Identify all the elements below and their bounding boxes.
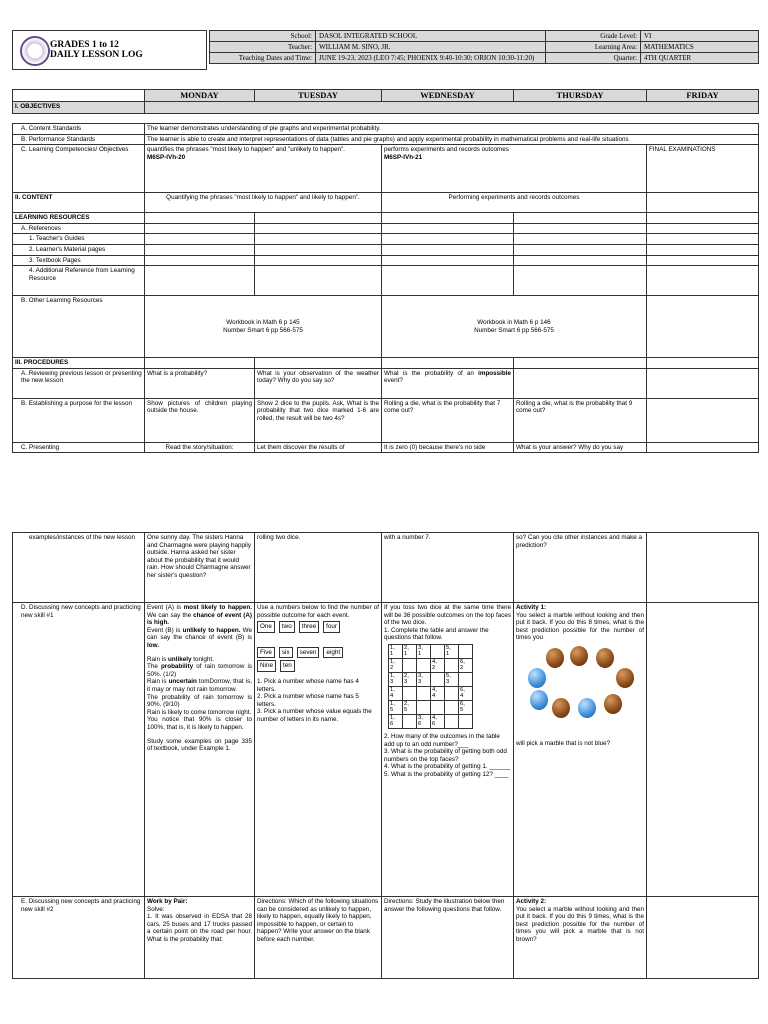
other-resources-wed-thu: Workbook in Math 6 p 146 Number Smart 6 pp 566-575 (382, 296, 647, 358)
number-words-row-3: Nine ten (257, 660, 379, 672)
school-value: DASOL INTEGRATED SCHOOL (316, 31, 546, 42)
references-label: A. References (13, 223, 145, 234)
dice-cell (445, 700, 459, 714)
proc-e-label: E. Discussing new concepts and practicing new skill #2 (13, 897, 145, 979)
day-thursday: THURSDAY (514, 90, 647, 102)
dice-cell: 5, 1 (445, 644, 459, 658)
number-words-row-1: One two three four (257, 621, 379, 633)
dice-cell (445, 686, 459, 700)
dice-cell: 1, 3 (389, 672, 403, 686)
dice-cell: 1, 5 (389, 700, 403, 714)
textbook-pages-label: 3. Textbook Pages (13, 255, 145, 266)
proc-a-tue: What is your observation of the weather today? Why do you say so? (255, 368, 382, 398)
dice-cell (403, 686, 417, 700)
proc-c-label: C. Presenting (13, 442, 145, 453)
performance-standards-label: B. Performance Standards (13, 134, 145, 145)
dice-cell: 3, 6 (417, 714, 431, 728)
other-resources-mon-tue: Workbook in Math 6 p 145 Number Smart 6 pp 566-575 (145, 296, 382, 358)
number-words-row-2: Five six seven eight (257, 647, 379, 659)
dice-cell: 2, 3 (403, 672, 417, 686)
dice-cell (459, 672, 473, 686)
area-value: MATHEMATICS (641, 42, 759, 53)
dice-cell: 4, 2 (431, 658, 445, 672)
dice-cell (417, 658, 431, 672)
learners-materials-label: 2. Learner's Material pages (13, 244, 145, 255)
dice-cell (431, 644, 445, 658)
proc-a-label: A. Reviewing previous lesson or presenting the new lesson (13, 368, 145, 398)
code-m6sp-21: M6SP-IVh-21 (384, 153, 423, 161)
procedures-heading: III. PROCEDURES (13, 358, 145, 369)
dice-cell (417, 686, 431, 700)
quarter-value: 4TH QUARTER (641, 53, 759, 64)
day-monday: MONDAY (145, 90, 255, 102)
competencies-label: C. Learning Competencies/ Objectives (13, 145, 145, 193)
dice-cell: 4, 6 (431, 714, 445, 728)
content-standards-label: A. Content Standards (13, 124, 145, 135)
dice-cell: 1, 4 (389, 686, 403, 700)
dice-cell: 6, 5 (459, 700, 473, 714)
content-standards: The learner demonstrates understanding of pie graphs and experimental probability. (145, 124, 759, 135)
dice-cell: 3, 1 (417, 644, 431, 658)
activity-1-title: Activity 1: (516, 604, 547, 611)
proc-c-tue: Let them discover the results of (255, 442, 382, 453)
dice-cell (459, 714, 473, 728)
proc-c-wed: It is zero (0) because there's no side (382, 442, 514, 453)
dice-cell: 4, 4 (431, 686, 445, 700)
logo-title-box (12, 30, 207, 70)
proc-d-label: D. Discussing new concepts and practicing new skill #1 (13, 603, 145, 897)
proc-c-label-cont: examples/instances of the new lesson (13, 533, 145, 603)
proc-c-mon: Read the story/situation: (145, 442, 255, 453)
code-m6sp-20: M6SP-IVh-20 (147, 153, 186, 161)
dice-cell (459, 644, 473, 658)
teacher-value: WILLIAM M. SINO, JR. (316, 42, 546, 53)
proc-e-wed: Directions: Study the illustration below then answer the following questions that follow. (382, 897, 514, 979)
proc-b-wed: Rolling a die, what is the probability that 7 come out? (382, 398, 514, 442)
dates-value: JUNE 19-23, 2023 (LEO 7:45; PHOENIX 9:40-10:30; ORION 10:30-11:20) (316, 53, 546, 64)
proc-c-mon-story: One sunny day. The sisters Hanna and Charmagne were playing happily outside. Hanna asked her sister about the probability that it would rain. How should Charmagne answer her sister's question? (145, 533, 255, 603)
content-mon-tue: Quantifying the phrases "most likely to happen" and likely to happen". (145, 193, 382, 213)
content-heading: II. CONTENT (13, 193, 145, 213)
blue-marble-icon (578, 698, 596, 718)
dice-cell (403, 714, 417, 728)
title-line-1: GRADES 1 to 12 (50, 40, 119, 50)
day-tuesday: TUESDAY (255, 90, 382, 102)
teachers-guides-label: 1. Teacher's Guides (13, 234, 145, 245)
brown-marble-icon (552, 698, 570, 718)
blue-marble-icon (530, 690, 548, 710)
dice-cell: 5, 3 (445, 672, 459, 686)
proc-c-tue-cont: rolling two dice. (255, 533, 382, 603)
dice-cell: 6, 2 (459, 658, 473, 672)
dice-cell: 1, 1 (389, 644, 403, 658)
lesson-table-page-2 (12, 532, 759, 979)
proc-d-mon: Event (A) is most likely to happen. We can say the chance of event (A) is high. Event (B) is unlikely to happen. We can say the chance of event (B) is low. Rain is unlikely tonight. The probability of rain tomorrow is 50%. (1/2) Rain is uncertain tomDorrow, that is, it may or may not rain tomorrow. The probability of rain tomorrow is 90%. (9/10) Rain is likely to come tomorrow night. You notice that 90% is closer to 100%, that is, it is likely to happen. Study some examples on page 335 of textbook, under Example 1. (145, 603, 255, 897)
marbles-image (524, 646, 634, 726)
grade-label: Grade Level: (546, 31, 641, 42)
blue-marble-icon (528, 668, 546, 688)
page-1 (0, 0, 768, 470)
resources-heading: LEARNING RESOURCES (13, 213, 145, 224)
proc-e-tue: Directions: Which of the following situations can be considered as unlikely to happen, likely to happen, equally likely to happen, impossible to happen, or certain to happen? Write your answer on the blank before each number. (255, 897, 382, 979)
dice-cell (431, 700, 445, 714)
proc-b-tue: Show 2 dice to the pupils. Ask, What is the probability that two dice marked 1-6 are rolled, the result will be two 4s? (255, 398, 382, 442)
area-label: Learning Area: (546, 42, 641, 53)
dice-cell: 3, 3 (417, 672, 431, 686)
proc-b-thu: Rolling a die, what is the probability that 9 come out? (514, 398, 647, 442)
proc-e-thu: Activity 2: You select a marble without looking and then put it back. If you do this 9 times, what is the best prediction possible for the number of times you will pick a marble that is not brown? (514, 897, 647, 979)
proc-a-mon: What is a probability? (145, 368, 255, 398)
dice-cell (417, 700, 431, 714)
dice-cell: 6, 4 (459, 686, 473, 700)
other-resources-label: B. Other Learning Resources (13, 296, 145, 358)
proc-d-tue: Use a numbers below to find the number of possible outcome for each event. One two three four Five six seven eight Nine ten 1. Pick a number whose name has 4 letters. 2. Pick a number whose name has 5 letters. 3. Pick a number whose value equals the number of letters in its name. (255, 603, 382, 897)
dice-cell (445, 714, 459, 728)
grade-value: VI (641, 31, 759, 42)
brown-marble-icon (596, 648, 614, 668)
title-line-2: DAILY LESSON LOG (50, 50, 143, 60)
dates-label: Teaching Dates and Time: (210, 53, 316, 64)
brown-marble-icon (546, 648, 564, 668)
dice-cell (403, 658, 417, 672)
dice-cell (431, 672, 445, 686)
proc-b-label: B. Establishing a purpose for the lesson (13, 398, 145, 442)
page-2 (0, 532, 768, 1024)
performance-standards: The learner is able to create and interpret representations of data (tables and pie graphs) and apply experimental probability in mathematical problems and real-life situations (145, 134, 759, 145)
brown-marble-icon (604, 694, 622, 714)
deped-seal-icon (20, 36, 50, 66)
dice-cell: 1, 6 (389, 714, 403, 728)
dice-cell: 1, 2 (389, 658, 403, 672)
teacher-label: Teacher: (210, 42, 316, 53)
dice-cell: 2, 5 (403, 700, 417, 714)
proc-d-wed: If you toss two dice at the same time there will be 36 possible outcomes on the top faces of the two dice. 1. Complete the table and answer the questions that follow. 1, 1 2, 1 3, 1 5, 1 1, 2 4, 2 6, 2 1, 3 2, 3 3, 3 5, 3 1, 4 4, 4 6, 4 1, 5 2, 5 6, 5 1, 6 3, 6 4, 6 2. How many of the outcomes in the table add up to an odd number?___ 3. What is the probability of getting both odd numbers on the top faces? 4. What is the probability of getting 1. ______ 5. What is the probability of getting 12? ____ (382, 603, 514, 897)
day-wednesday: WEDNESDAY (382, 90, 514, 102)
proc-c-wed-cont: with a number 7. (382, 533, 514, 603)
proc-d-thu: Activity 1: You select a marble without looking and then put it back. If you do this 8 times, what is the best prediction possible for the number of times you will pick a marble that is not blue? (514, 603, 647, 897)
competencies-mon-tue: quantifies the phrases "most likely to happen" and "unlikely to happen". M6SP-IVh-20 (145, 145, 382, 193)
proc-c-thu-cont: so? Can you cite other instances and make a prediction? (514, 533, 647, 603)
day-friday: FRIDAY (647, 90, 759, 102)
competencies-wed-thu: performs experiments and records outcomes M6SP-IVh-21 (382, 145, 647, 193)
proc-e-mon: Work by Pair: Solve: 1. It was observed in EDSA that 28 cars, 25 buses and 17 trucks passed a certain point on the road per hour. What is the probability that: (145, 897, 255, 979)
brown-marble-icon (616, 668, 634, 688)
proc-c-thu: What is your answer? Why do you say (514, 442, 647, 453)
brown-marble-icon (570, 646, 588, 666)
objectives-heading: I. OBJECTIVES (13, 102, 145, 114)
proc-a-wed: What is the probability of an impossible event? (382, 368, 514, 398)
lesson-table-page-1 (12, 89, 759, 453)
proc-b-mon: Show pictures of children playing outside the house. (145, 398, 255, 442)
dice-cell (445, 658, 459, 672)
school-label: School: (210, 31, 316, 42)
additional-reference-label: 4. Additional Reference from Learning Resource (13, 266, 145, 296)
header-info-table (209, 30, 759, 64)
content-wed-thu: Performing experiments and records outcomes (382, 193, 647, 213)
dice-outcomes-table (388, 644, 473, 729)
final-exams: FINAL EXAMINATIONS (647, 145, 759, 193)
dice-cell: 2, 1 (403, 644, 417, 658)
quarter-label: Quarter: (546, 53, 641, 64)
